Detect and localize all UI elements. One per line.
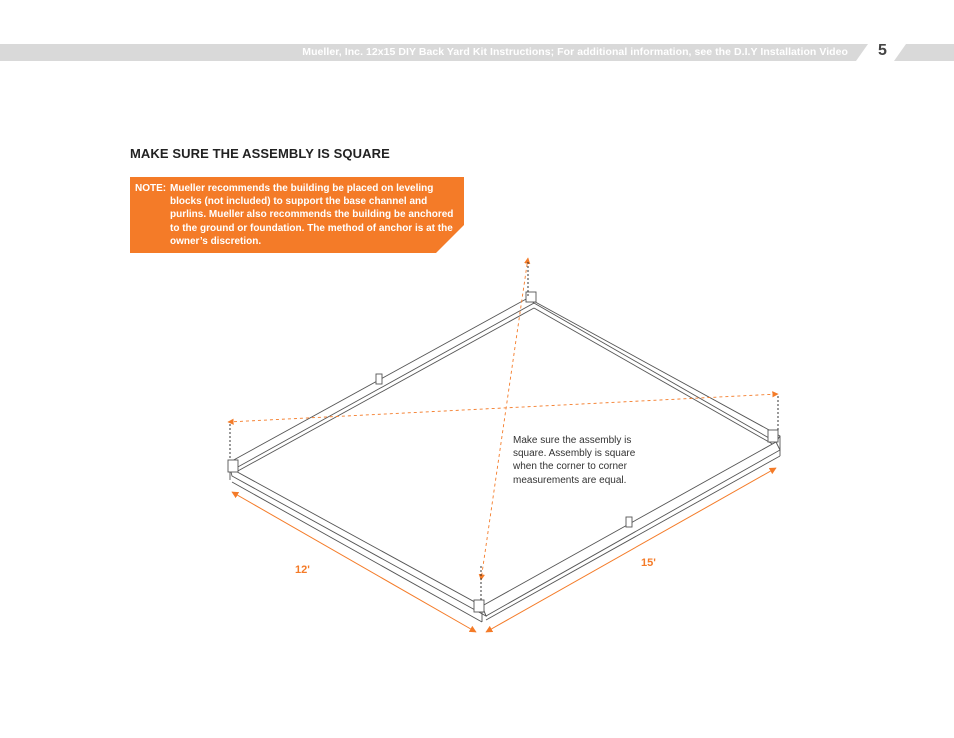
dimension-line-15ft bbox=[486, 468, 776, 632]
note-text: Mueller recommends the building be placed on leveling blocks (not included) to support the base channel and purlins. Mueller also recommends the building be anchored to the ground or foundation. The method of anchor is at the owner’s discretion. bbox=[170, 183, 454, 247]
base-frame bbox=[228, 292, 780, 622]
note-label: NOTE: bbox=[135, 183, 167, 194]
dimension-line-12ft bbox=[232, 492, 476, 632]
frame-rail-front-left bbox=[230, 468, 486, 616]
frame-rail-back-right bbox=[528, 298, 780, 442]
section-title: MAKE SURE THE ASSEMBLY IS SQUARE bbox=[130, 146, 390, 161]
page-number: 5 bbox=[878, 42, 887, 59]
diagonal-line-a bbox=[481, 258, 528, 580]
square-callout: Make sure the assembly is square. Assembly is square when the corner to corner measurements are equal. bbox=[513, 435, 636, 486]
dimension-label-12ft: 12' bbox=[295, 564, 310, 576]
dimension-label-15ft: 15' bbox=[641, 557, 656, 569]
header-title: Mueller, Inc. 12x15 DIY Back Yard Kit Instructions; For additional information, see the D.I.Y Installation Video bbox=[302, 46, 848, 58]
